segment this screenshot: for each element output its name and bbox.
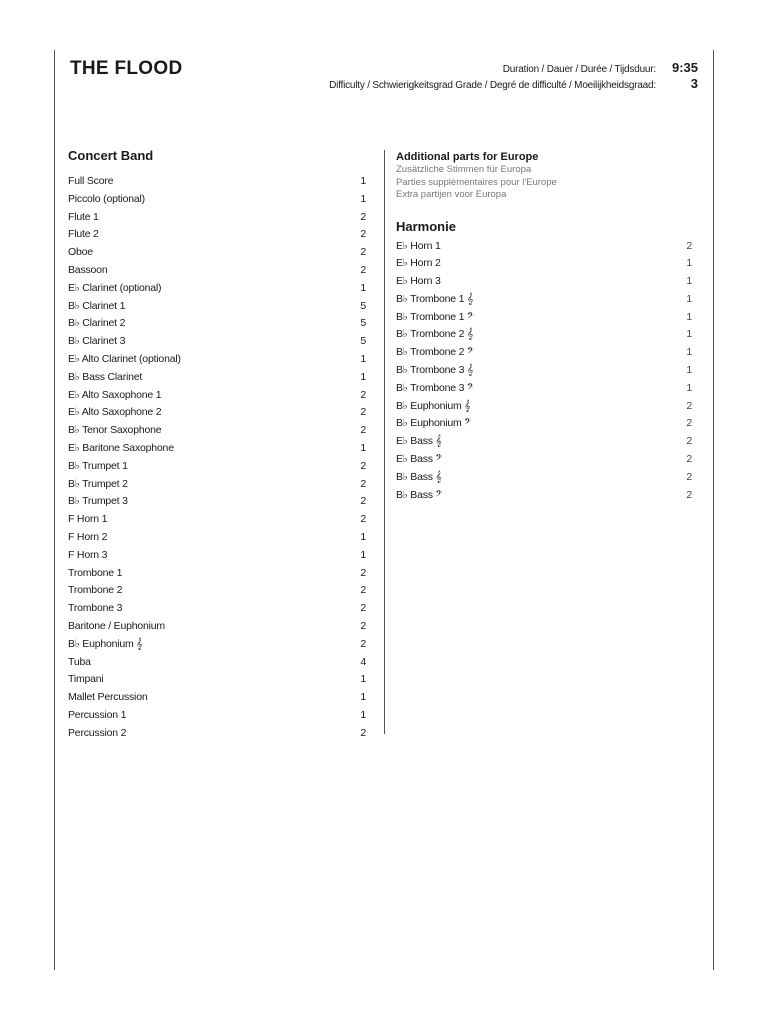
part-quantity: 2 bbox=[360, 406, 366, 419]
additional-parts-subtitle: Extra partijen voor Europa bbox=[396, 189, 507, 200]
part-quantity: 1 bbox=[360, 352, 366, 365]
part-row bbox=[68, 226, 366, 244]
part-quantity: 1 bbox=[360, 548, 366, 561]
part-quantity: 1 bbox=[360, 691, 366, 704]
part-name: B♭ Bass 𝄞 bbox=[396, 470, 442, 483]
part-row bbox=[68, 582, 366, 600]
part-name: E♭ Horn 3 bbox=[396, 275, 441, 288]
additional-parts-subtitle: Zusätzliche Stimmen für Europa bbox=[396, 164, 532, 175]
part-name: F Horn 3 bbox=[68, 548, 108, 561]
part-row bbox=[68, 315, 366, 333]
part-name: E♭ Baritone Saxophone bbox=[68, 441, 174, 454]
part-quantity: 1 bbox=[360, 441, 366, 454]
piece-meta bbox=[329, 60, 698, 92]
part-name: B♭ Trombone 2 𝄞 bbox=[396, 328, 474, 341]
part-quantity: 2 bbox=[360, 637, 366, 650]
part-quantity: 1 bbox=[686, 275, 692, 288]
part-quantity: 2 bbox=[360, 584, 366, 597]
part-name: E♭ Bass 𝄞 bbox=[396, 435, 442, 448]
part-name: B♭ Bass Clarinet bbox=[68, 370, 143, 383]
part-row bbox=[396, 326, 692, 344]
part-name: B♭ Trombone 2 𝄢 bbox=[396, 346, 474, 359]
part-quantity: 2 bbox=[360, 477, 366, 490]
part-row bbox=[68, 369, 366, 387]
part-quantity: 2 bbox=[360, 566, 366, 579]
duration-row bbox=[329, 60, 698, 76]
part-name: B♭ Euphonium 𝄢 bbox=[396, 417, 471, 430]
part-row bbox=[68, 565, 366, 583]
part-name: Trombone 3 bbox=[68, 602, 123, 615]
part-quantity: 2 bbox=[360, 210, 366, 223]
part-name: E♭ Horn 2 bbox=[396, 257, 441, 270]
part-name: E♭ Alto Clarinet (optional) bbox=[68, 352, 181, 365]
part-row bbox=[396, 487, 692, 505]
part-quantity: 2 bbox=[686, 435, 692, 448]
part-row bbox=[396, 238, 692, 256]
part-quantity: 2 bbox=[360, 726, 366, 739]
part-row bbox=[396, 451, 692, 469]
part-quantity: 1 bbox=[360, 370, 366, 383]
part-row bbox=[396, 344, 692, 362]
part-quantity: 4 bbox=[360, 655, 366, 668]
part-name: Mallet Percussion bbox=[68, 691, 148, 704]
part-quantity: 1 bbox=[360, 281, 366, 294]
part-quantity: 2 bbox=[360, 619, 366, 632]
harmonie-title: Harmonie bbox=[396, 218, 456, 234]
part-quantity: 1 bbox=[686, 292, 692, 305]
part-row bbox=[68, 173, 366, 191]
concert-band-parts-list bbox=[68, 173, 366, 743]
part-row bbox=[396, 469, 692, 487]
part-quantity: 2 bbox=[360, 246, 366, 259]
part-quantity: 2 bbox=[360, 424, 366, 437]
part-name: B♭ Clarinet 2 bbox=[68, 317, 126, 330]
part-row bbox=[68, 298, 366, 316]
part-quantity: 2 bbox=[686, 488, 692, 501]
part-quantity: 2 bbox=[686, 470, 692, 483]
part-row bbox=[68, 618, 366, 636]
concert-band-section bbox=[68, 147, 366, 743]
part-quantity: 2 bbox=[686, 399, 692, 412]
part-name: E♭ Alto Saxophone 2 bbox=[68, 406, 162, 419]
part-name: E♭ Bass 𝄢 bbox=[396, 453, 443, 466]
part-name: B♭ Trombone 3 𝄢 bbox=[396, 381, 474, 394]
part-row bbox=[68, 689, 366, 707]
part-quantity: 2 bbox=[360, 263, 366, 276]
part-quantity: 1 bbox=[686, 364, 692, 377]
part-quantity: 1 bbox=[686, 257, 692, 270]
part-name: B♭ Euphonium 𝄞 bbox=[68, 637, 143, 650]
part-row bbox=[68, 422, 366, 440]
part-quantity: 1 bbox=[360, 708, 366, 721]
page-title: THE FLOOD bbox=[70, 58, 183, 79]
part-name: Flute 2 bbox=[68, 228, 99, 241]
part-name: B♭ Trombone 1 𝄢 bbox=[396, 310, 474, 323]
part-row bbox=[68, 262, 366, 280]
part-name: B♭ Trombone 3 𝄞 bbox=[396, 364, 474, 377]
part-name: B♭ Clarinet 3 bbox=[68, 335, 126, 348]
part-name: Full Score bbox=[68, 175, 114, 187]
part-name: Flute 1 bbox=[68, 210, 99, 223]
part-quantity: 2 bbox=[686, 453, 692, 466]
part-quantity: 2 bbox=[360, 602, 366, 615]
part-row bbox=[68, 725, 366, 743]
part-row bbox=[68, 404, 366, 422]
part-name: Tuba bbox=[68, 655, 91, 668]
part-row bbox=[68, 476, 366, 494]
part-row bbox=[396, 415, 692, 433]
column-divider bbox=[384, 150, 385, 734]
part-name: B♭ Tenor Saxophone bbox=[68, 424, 162, 437]
part-name: B♭ Trombone 1 𝄞 bbox=[396, 292, 474, 305]
page-border-right bbox=[713, 50, 714, 970]
part-quantity: 2 bbox=[360, 513, 366, 526]
part-name: Percussion 2 bbox=[68, 726, 127, 739]
additional-parts-subtitle: Parties supplémentaires pour l'Europe bbox=[396, 176, 557, 188]
part-quantity: 2 bbox=[360, 459, 366, 472]
part-row bbox=[68, 493, 366, 511]
part-quantity: 5 bbox=[360, 335, 366, 348]
difficulty-row bbox=[329, 76, 698, 92]
part-quantity: 2 bbox=[360, 228, 366, 241]
part-quantity: 1 bbox=[686, 310, 692, 323]
part-quantity: 1 bbox=[360, 175, 366, 187]
part-name: F Horn 1 bbox=[68, 513, 108, 526]
part-row bbox=[68, 333, 366, 351]
part-row bbox=[68, 280, 366, 298]
part-row bbox=[68, 636, 366, 654]
part-row bbox=[396, 433, 692, 451]
part-quantity: 2 bbox=[686, 239, 692, 252]
part-row bbox=[68, 707, 366, 725]
part-name: F Horn 2 bbox=[68, 530, 108, 543]
part-name: Piccolo (optional) bbox=[68, 192, 145, 205]
part-row bbox=[68, 244, 366, 262]
part-row bbox=[396, 398, 692, 416]
europe-section bbox=[396, 150, 692, 504]
part-quantity: 2 bbox=[360, 495, 366, 508]
part-row bbox=[68, 547, 366, 565]
part-name: Trombone 1 bbox=[68, 566, 123, 579]
part-row bbox=[68, 600, 366, 618]
part-name: B♭ Trumpet 2 bbox=[68, 477, 128, 490]
part-quantity: 1 bbox=[360, 530, 366, 543]
part-row bbox=[396, 380, 692, 398]
part-quantity: 1 bbox=[360, 192, 366, 205]
part-quantity: 1 bbox=[686, 346, 692, 359]
part-name: Trombone 2 bbox=[68, 584, 123, 597]
part-name: E♭ Horn 1 bbox=[396, 239, 441, 252]
duration-value: 9:35 bbox=[671, 60, 698, 75]
part-quantity: 5 bbox=[360, 317, 366, 330]
part-row bbox=[68, 209, 366, 227]
part-name: E♭ Alto Saxophone 1 bbox=[68, 388, 162, 401]
part-quantity: 2 bbox=[360, 388, 366, 401]
part-row bbox=[396, 362, 692, 380]
part-quantity: 1 bbox=[686, 381, 692, 394]
part-row bbox=[68, 654, 366, 672]
part-quantity: 5 bbox=[360, 299, 366, 312]
part-row bbox=[396, 291, 692, 309]
part-name: B♭ Trumpet 1 bbox=[68, 459, 128, 472]
part-quantity: 2 bbox=[686, 417, 692, 430]
part-name: Baritone / Euphonium bbox=[68, 619, 165, 632]
difficulty-label: Difficulty / Schwierigkeitsgrad Grade / Degré de difficulté / Moeilijkheidsgraad: bbox=[329, 80, 656, 91]
part-row bbox=[396, 309, 692, 327]
part-row bbox=[68, 511, 366, 529]
part-row bbox=[68, 191, 366, 209]
concert-band-title: Concert Band bbox=[68, 148, 154, 163]
part-row bbox=[68, 387, 366, 405]
page-border-left bbox=[54, 50, 55, 970]
part-name: Bassoon bbox=[68, 263, 108, 276]
part-row bbox=[396, 273, 692, 291]
part-row bbox=[68, 440, 366, 458]
part-row bbox=[396, 255, 692, 273]
part-name: B♭ Euphonium 𝄞 bbox=[396, 399, 471, 412]
duration-label: Duration / Dauer / Durée / Tijdsduur: bbox=[502, 64, 656, 75]
part-row bbox=[68, 671, 366, 689]
difficulty-value: 3 bbox=[690, 76, 698, 91]
part-name: B♭ Trumpet 3 bbox=[68, 495, 128, 508]
part-name: Timpani bbox=[68, 673, 104, 686]
part-quantity: 1 bbox=[360, 673, 366, 686]
part-row bbox=[68, 529, 366, 547]
part-quantity: 1 bbox=[686, 328, 692, 341]
part-name: E♭ Clarinet (optional) bbox=[68, 281, 162, 294]
part-row bbox=[68, 351, 366, 369]
part-row bbox=[68, 458, 366, 476]
part-name: Oboe bbox=[68, 246, 93, 259]
harmonie-parts-list bbox=[396, 238, 692, 505]
additional-parts-title: Additional parts for Europe bbox=[396, 151, 539, 163]
part-name: B♭ Bass 𝄢 bbox=[396, 488, 443, 501]
part-name: Percussion 1 bbox=[68, 708, 127, 721]
part-name: B♭ Clarinet 1 bbox=[68, 299, 126, 312]
